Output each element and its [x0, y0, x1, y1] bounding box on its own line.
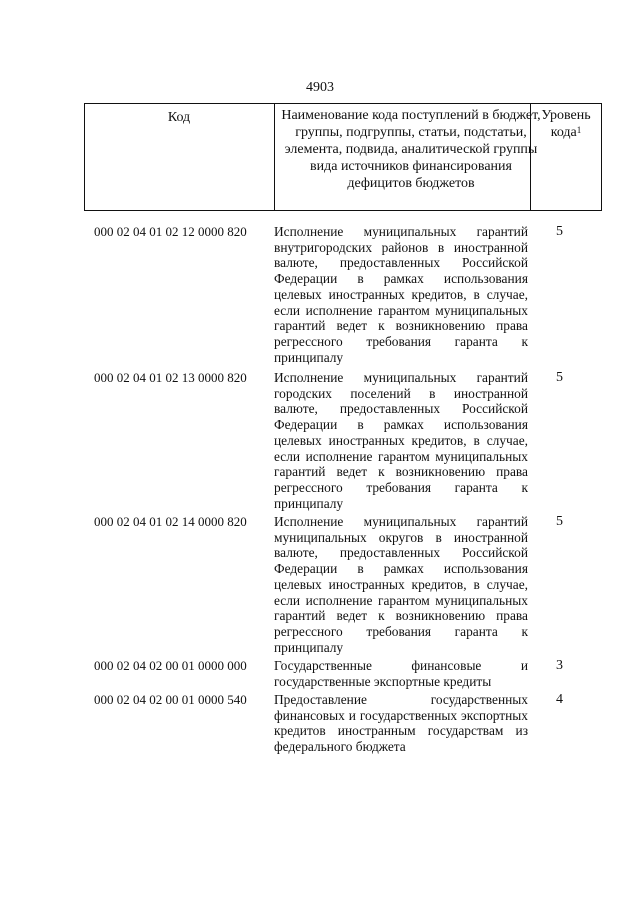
row-code: 000 02 04 02 00 01 0000 000 — [94, 658, 247, 673]
table-row — [94, 514, 604, 658]
table-body — [94, 224, 604, 758]
row-level: 3 — [556, 658, 563, 673]
row-description: Исполнение муниципальных гарантий городских поселений в иностранной валюте, предоставленных Российской Федерации в рамках использования целевых иностранных кредитов, в случае, если исполнение гарантом муниципальных гарантий ведет к возникновению права регрессного требования гаранта к принципалу — [274, 370, 528, 511]
header-name: Наименование кода поступлений в бюджет, группы, подгруппы, статьи, подстатьи, элемента, подвида, аналитической группы вида источников финансирования дефицитов бюджетов — [281, 108, 541, 191]
table-row — [94, 658, 604, 692]
header-bottom-border — [84, 210, 602, 211]
table-row — [94, 692, 604, 758]
table-row — [94, 370, 604, 514]
row-description: Исполнение муниципальных гарантий муниципальных округов в иностранной валюте, предоставленных Российской Федерации в рамках использования целевых иностранных кредитов, в случае, если исполнение гарантом муниципальных гарантий ведет к возникновению права регрессного требования гаранта к принципалу — [274, 514, 528, 655]
table-header — [84, 103, 602, 211]
row-code: 000 02 04 01 02 12 0000 820 — [94, 224, 247, 239]
footnote-marker: 1 — [576, 125, 582, 135]
row-description: Предоставление государственных финансовых и государственных экспортных кредитов иностранным государствам из федерального бюджета — [274, 692, 528, 755]
header-divider-1 — [274, 103, 275, 211]
row-code: 000 02 04 01 02 13 0000 820 — [94, 370, 247, 385]
header-level — [530, 107, 602, 141]
row-level: 5 — [556, 370, 563, 385]
row-code: 000 02 04 02 00 01 0000 540 — [94, 692, 247, 707]
row-description: Исполнение муниципальных гарантий внутригородских районов в иностранной валюте, предоставленных Российской Федерации в рамках использования целевых иностранных кредитов, в случае, если исполнение гарантом муниципальных гарантий ведет к возникновению права регрессного требования гаранта к принципалу — [274, 224, 528, 365]
row-level: 5 — [556, 514, 563, 529]
header-level-label: Уровень кода — [541, 108, 591, 140]
header-code: Код — [167, 110, 191, 125]
row-level: 4 — [556, 692, 563, 707]
table-row — [94, 224, 604, 370]
page-number: 4903 — [306, 80, 334, 95]
row-description: Государственные финансовые и государственные экспортные кредиты — [274, 658, 528, 689]
row-level: 5 — [556, 224, 563, 239]
header-top-border — [84, 103, 602, 104]
row-code: 000 02 04 01 02 14 0000 820 — [94, 514, 247, 529]
